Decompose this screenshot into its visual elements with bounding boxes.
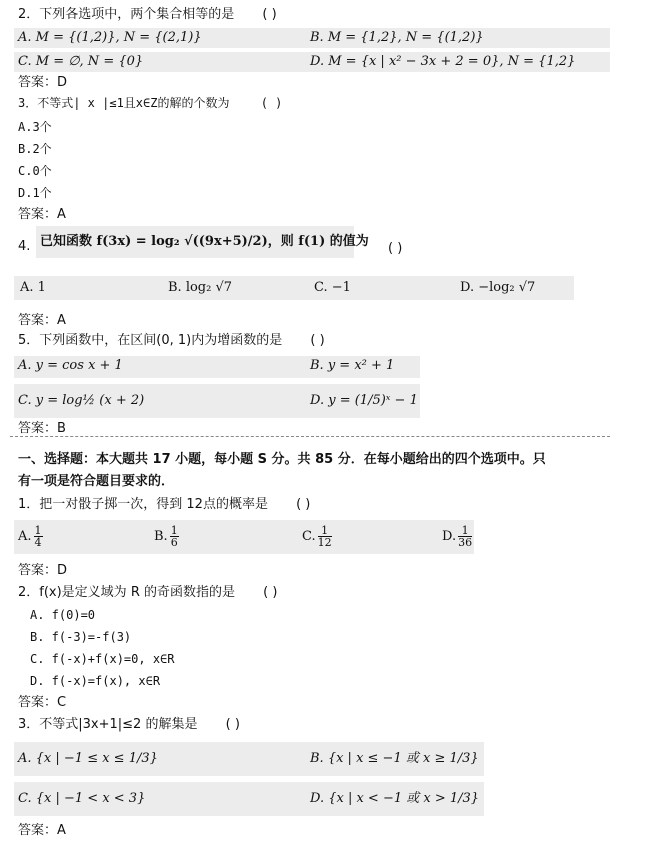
q4-option-b: B. log₂ √7: [168, 280, 233, 295]
s2-option-c: C. f(-x)+f(x)=0, x∈R: [30, 652, 175, 666]
q4-option-d: D. −log₂ √7: [460, 280, 536, 295]
section-divider: [10, 436, 610, 437]
s1-stem: 1．把一对骰子掷一次，得到 12点的概率是: [18, 497, 268, 512]
q5-options-row2: [14, 384, 420, 418]
q4-option-a: A. 1: [20, 280, 46, 295]
s1-stem-line: [18, 496, 310, 514]
q4-options-row: [14, 276, 574, 300]
q5-paren: ( ): [310, 333, 325, 348]
s1-option-a: [18, 520, 45, 554]
q4-option-c: C. −1: [314, 280, 351, 295]
s3-option-d: D. {x | x < −1 或 x > 1/3}: [310, 791, 480, 806]
q3a-option-c: C.0个: [18, 164, 52, 178]
s1-option-d: [442, 520, 474, 554]
s1-option-d-den: 36: [458, 536, 473, 549]
s1-option-c-num: 1: [318, 525, 332, 537]
q5-answer: 答案：B: [18, 421, 66, 436]
q3a-answer: 答案：A: [18, 207, 66, 222]
q4-paren: ( ): [388, 241, 403, 256]
s3-options-row1: [14, 742, 484, 776]
s3-answer: 答案：A: [18, 823, 66, 838]
s3-stem: 3．不等式|3x+1|≤2 的解集是: [18, 717, 198, 732]
s1-option-a-num: 1: [34, 524, 42, 537]
s1-option-b-num: 1: [170, 524, 178, 537]
s2-option-b: B. f(-3)=-f(3): [30, 630, 132, 644]
q4-stem: 已知函数 f(3x) = log₂ √((9x+5)/2)，则 f(1) 的值为: [40, 234, 369, 249]
s1-answer: 答案：D: [18, 563, 68, 578]
q4-stem-scan: [36, 226, 369, 258]
s1-option-d-fraction: [458, 525, 472, 548]
q2a-answer: 答案：D: [18, 75, 68, 90]
q4-number: 4.: [18, 239, 31, 254]
q2a-options-row2: [14, 52, 610, 72]
s1-option-c-den: 12: [317, 536, 332, 549]
s2-option-d: D. f(-x)=f(x), x∈R: [30, 674, 161, 688]
s1-option-d-letter: D.: [442, 529, 457, 544]
q4-answer: 答案：A: [18, 313, 66, 328]
s1-paren: ( ): [296, 497, 311, 512]
q5-option-b: B. y = x² + 1: [310, 358, 395, 373]
s2-paren: ( ): [263, 585, 278, 600]
q5-option-c: C. y = log½ (x + 2): [18, 393, 145, 408]
q3a-stem: 3．不等式| x |≤1且x∈Z的解的个数为: [18, 96, 230, 110]
s1-option-d-num: 1: [458, 525, 472, 537]
s3-paren: ( ): [225, 717, 240, 732]
q2a-paren: ( ): [262, 7, 277, 22]
q5-option-a: A. y = cos x + 1: [18, 358, 123, 373]
q2a-stem-line: [18, 6, 277, 24]
q5-options-row1: [14, 356, 420, 378]
q2a-stem: 2．下列各选项中，两个集合相等的是: [18, 7, 235, 22]
s1-option-c: [302, 520, 334, 554]
q3a-paren: ( ): [260, 96, 283, 110]
s3-stem-line: [18, 716, 240, 734]
s2-option-a: A. f(0)=0: [30, 608, 96, 622]
q2a-option-b: B. M = {1,2}, N = {(1,2)}: [310, 30, 484, 45]
q3a-option-a: A.3个: [18, 120, 52, 134]
s1-option-a-fraction: [34, 525, 43, 548]
s3-option-a: A. {x | −1 ≤ x ≤ 1/3}: [18, 751, 158, 766]
q5-stem-line: [18, 332, 325, 350]
section-heading-line1: 一、选择题：本大题共 17 小题，每小题 S 分。共 85 分．在每小题给出的四个选项中。只: [18, 452, 546, 467]
s3-option-c: C. {x | −1 < x < 3}: [18, 791, 146, 806]
q3a-option-d: D.1个: [18, 186, 52, 200]
s1-option-b-letter: B.: [154, 529, 168, 544]
q2a-option-c: C. M = ∅, N = {0}: [18, 54, 144, 69]
s3-options-row2: [14, 782, 484, 816]
s3-option-b: B. {x | x ≤ −1 或 x ≥ 1/3}: [310, 751, 479, 766]
s1-option-b: [154, 520, 181, 554]
s1-option-a-den: 4: [34, 536, 42, 549]
s1-option-a-letter: A.: [18, 529, 32, 544]
s1-option-b-fraction: [170, 525, 179, 548]
s1-options-row: [14, 520, 474, 554]
s2-answer: 答案：C: [18, 695, 67, 710]
q2a-option-a: A. M = {(1,2)}, N = {(2,1)}: [18, 30, 202, 45]
s2-stem-line: [18, 584, 277, 602]
s1-option-c-letter: C.: [302, 529, 316, 544]
section-heading-line2: 有一项是符合题目要求的．: [18, 474, 175, 489]
q3a-stem-line: [18, 94, 282, 112]
s2-stem: 2．f(x)是定义域为 R 的奇函数指的是: [18, 585, 235, 600]
q3a-option-b: B.2个: [18, 142, 52, 156]
q2a-options-row1: [14, 28, 610, 48]
q5-option-d: D. y = (1/5)ˣ − 1: [310, 393, 418, 408]
s1-option-b-den: 6: [170, 536, 178, 549]
s1-option-c-fraction: [318, 525, 332, 548]
q5-stem: 5．下列函数中，在区间(0, 1)内为增函数的是: [18, 333, 283, 348]
q2a-option-d: D. M = {x | x² − 3x + 2 = 0}, N = {1,2}: [310, 54, 576, 69]
